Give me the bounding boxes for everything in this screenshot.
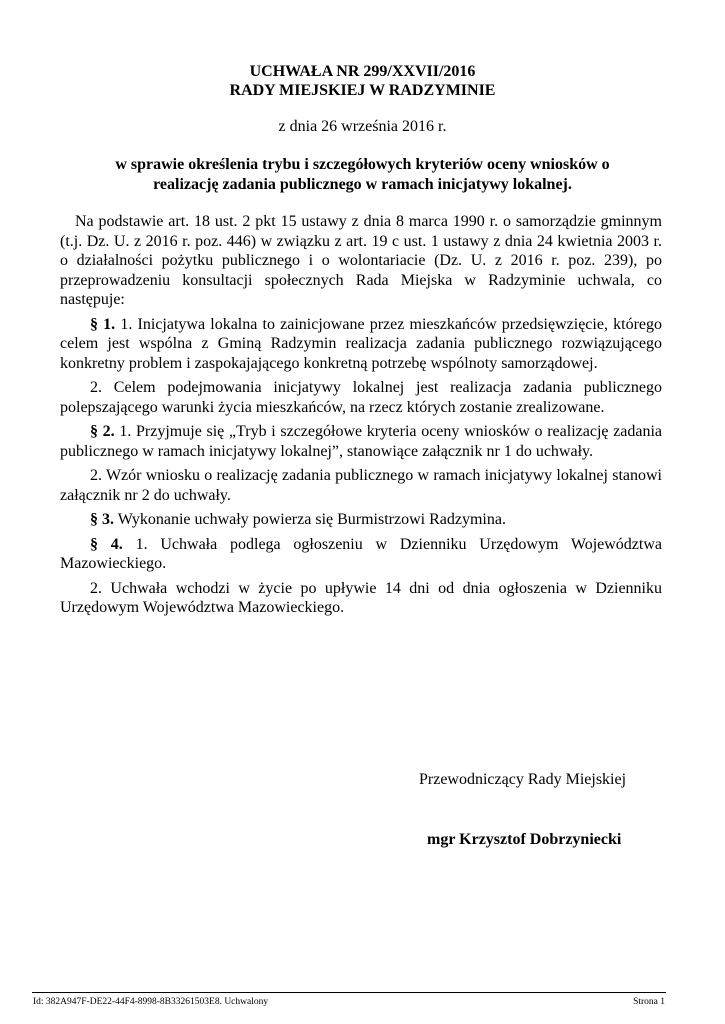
footer-divider [32,992,666,993]
resolution-council: RADY MIEJSKIEJ W RADZYMINIE [229,82,496,99]
section-4-text-1: 1. Uchwała podlega ogłoszeniu w Dzienniku Urzędowym Województwa Mazowieckiego. [60,535,663,572]
preamble-paragraph: Na podstawie art. 18 ust. 2 pkt 15 ustawy z dnia 8 marca 1990 r. o samorządzie gminnym (t.j. Dz. U. z 2016 r. poz. 446) w związku z art. 19 c ust. 1 ustawy z dnia 24 kwietnia 2003 r. o działalności pożytku publicznego i o wolontariacie (Dz. U. z 2016 r. poz. 239), po przeprowadzeniu konsultacji społecznych Rada Miejska w Radzyminie uchwala, co następuje: [60,213,662,308]
document-id: Id: 382A947F-DE22-44F4-8998-8B33261503E8. Uchwalony [33,997,269,1007]
signatory-role: Przewodniczący Rady Miejskiej [419,771,627,788]
section-2-text-1: 1. Przyjmuje się „Tryb i szczegółowe kryteria oceny wniosków o realizację zadania publicznego w ramach inicjatywy lokalnej”, stanowiące załącznik nr 1 do uchwały. [60,423,663,460]
resolution-body [60,212,662,623]
section-3-paragraph [60,510,662,530]
section-2-paragraph-2: 2. Wzór wniosku o realizację zadania publicznego w ramach inicjatywy lokalnej stanowi załącznik nr 2 do uchwały. [60,467,662,504]
subject-line-1: w sprawie określenia trybu i szczegółowych kryteriów oceny wniosków o [115,156,610,173]
section-1-paragraph-1 [60,315,662,374]
section-3-mark: § 3. [90,511,114,528]
section-4-paragraph-2: 2. Uchwała wchodzi w życie po upływie 14 dni od dnia ogłoszenia w Dzienniku Urzędowym Województwa Mazowieckiego. [60,579,662,616]
section-4-mark: § 4. [90,535,123,553]
resolution-date: z dnia 26 września 2016 r. [278,118,447,135]
section-1-text-1: 1. Inicjatywa lokalna to zainicjowane przez mieszkańców przedsięwzięcie, którego celem jest wspólna z Gminą Radzymin realizacja zadania publicznego rozwiązującego konkretny problem i zaspokajającego konkretną potrzebę wspólnoty samorządowej. [60,315,663,372]
section-1-mark: § 1. [90,315,116,333]
section-2-mark: § 2. [90,423,115,440]
signatory-name: mgr Krzysztof Dobrzyniecki [427,831,622,848]
resolution-subject [90,155,635,195]
resolution-number: UCHWAŁA NR 299/XXVII/2016 [249,63,476,80]
page-number: Strona 1 [633,997,665,1007]
section-4-paragraph-1 [60,535,662,574]
section-1-paragraph-2: 2. Celem podejmowania inicjatywy lokalnej jest realizacja zadania publicznego polepszającego warunki życia mieszkańców, na rzecz których zostanie zrealizowane. [60,379,662,416]
section-2-paragraph-1 [60,422,662,461]
subject-line-2: realizację zadania publicznego w ramach inicjatywy lokalnej. [153,176,572,193]
section-3-text: Wykonanie uchwały powierza się Burmistrzowi Radzymina. [114,511,506,528]
